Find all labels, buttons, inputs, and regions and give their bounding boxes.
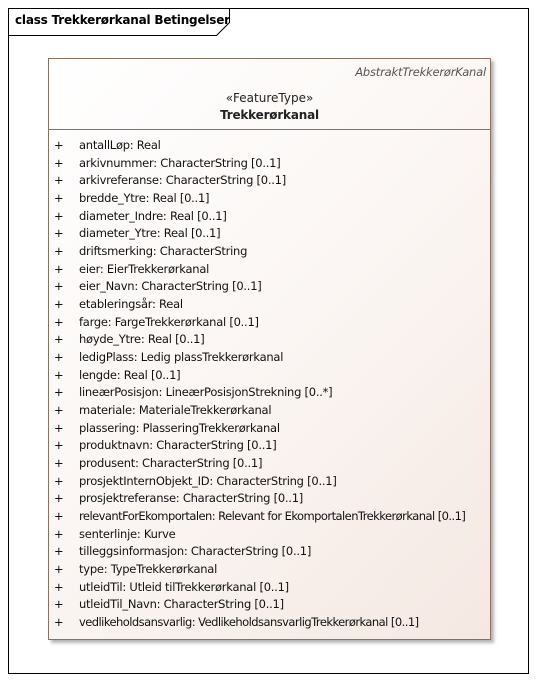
attribute-text: etableringsår: Real [79,297,183,312]
attribute-visibility: + [54,314,64,329]
attribute-row[interactable] [49,331,490,349]
attribute-text: ledigPlass: Ledig plassTrekkerørkanal [79,350,284,365]
attribute-visibility: + [54,191,64,206]
attribute-visibility: + [54,385,64,400]
attribute-row[interactable] [49,614,490,632]
attribute-text: lengde: Real [0..1] [79,367,181,382]
attribute-visibility: + [54,579,64,594]
parent-class-name: AbstraktTrekkerørKanal [355,65,486,79]
attribute-text: tilleggsinformasjon: CharacterString [0..1] [79,544,312,559]
class-stereotype: «FeatureType» [225,91,314,105]
class-trekkerorkanal[interactable] [48,58,491,640]
attribute-text: vedlikeholdsansvarlig: VedlikeholdsansvarligTrekkerørkanal [0..1] [79,615,419,630]
attribute-text: materiale: MaterialeTrekkerørkanal [79,403,272,418]
attribute-row[interactable] [49,208,490,226]
attribute-row[interactable] [49,349,490,367]
attribute-visibility: + [54,226,64,241]
attribute-row[interactable] [49,225,490,243]
attribute-text: arkivreferanse: CharacterString [0..1] [79,173,286,188]
attribute-row[interactable] [49,367,490,385]
attribute-text: eier_Navn: CharacterString [0..1] [79,279,262,294]
attribute-visibility: + [54,244,64,259]
attribute-visibility: + [54,526,64,541]
attribute-visibility: + [54,615,64,630]
attribute-row[interactable] [49,437,490,455]
attribute-visibility: + [54,208,64,223]
attribute-row[interactable] [49,561,490,579]
attribute-visibility: + [54,456,64,471]
attribute-visibility: + [54,491,64,506]
attribute-row[interactable] [49,490,490,508]
attribute-row[interactable] [49,261,490,279]
attribute-visibility: + [54,544,64,559]
attribute-visibility: + [54,138,64,152]
attribute-visibility: + [54,350,64,365]
attribute-visibility: + [54,403,64,418]
attribute-row[interactable] [49,508,490,526]
attribute-row[interactable] [49,579,490,597]
attribute-visibility: + [54,562,64,577]
attribute-text: driftsmerking: CharacterString [79,244,248,259]
attribute-list [49,137,490,632]
attribute-text: farge: FargeTrekkerørkanal [0..1] [79,314,259,329]
attribute-text: utleidTil_Navn: CharacterString [0..1] [79,597,284,612]
attribute-text: type: TypeTrekkerørkanal [79,562,218,577]
attribute-text: prosjektInternObjekt_ID: CharacterString [0..1] [79,473,337,488]
class-name: Trekkerørkanal [220,108,319,122]
attribute-text: diameter_Ytre: Real [0..1] [79,226,221,241]
attribute-text: senterlinje: Kurve [79,526,176,541]
attribute-visibility: + [54,509,64,524]
attribute-visibility: + [54,473,64,488]
attribute-visibility: + [54,367,64,382]
attribute-text: plassering: PlasseringTrekkerørkanal [79,420,280,435]
attribute-visibility: + [54,261,64,276]
attribute-text: høyde_Ytre: Real [0..1] [79,332,205,347]
diagram-frame-tab [8,8,230,36]
attribute-row[interactable] [49,455,490,473]
attribute-row[interactable] [49,473,490,491]
attribute-text: antallLøp: Real [79,138,161,152]
attribute-visibility: + [54,438,64,453]
attribute-text: diameter_Indre: Real [0..1] [79,208,227,223]
attribute-visibility: + [54,297,64,312]
attribute-row[interactable] [49,314,490,332]
attribute-visibility: + [54,420,64,435]
attribute-row[interactable] [49,420,490,438]
attribute-row[interactable] [49,384,490,402]
attribute-text: produktnavn: CharacterString [0..1] [79,438,277,453]
attribute-row[interactable] [49,296,490,314]
attribute-visibility: + [54,155,64,170]
attribute-visibility: + [54,279,64,294]
attribute-row[interactable] [49,278,490,296]
attribute-visibility: + [54,597,64,612]
attribute-row[interactable] [49,402,490,420]
attribute-text: lineærPosisjon: LineærPosisjonStrekning [0..*] [79,385,333,400]
attribute-text: eier: EierTrekkerørkanal [79,261,210,276]
attribute-visibility: + [54,173,64,188]
attribute-row[interactable] [49,155,490,173]
attribute-row[interactable] [49,243,490,261]
class-header [49,59,490,130]
attribute-row[interactable] [49,543,490,561]
attribute-text: relevantForEkomportalen: Relevant for EkomportalenTrekkerørkanal [0..1] [79,509,466,524]
attribute-text: prosjektreferanse: CharacterString [0..1] [79,491,303,506]
attribute-row[interactable] [49,137,490,155]
attribute-row[interactable] [49,190,490,208]
attribute-text: utleidTil: Utleid tilTrekkerørkanal [0..1] [79,579,289,594]
attribute-row[interactable] [49,172,490,190]
attribute-row[interactable] [49,596,490,614]
diagram-title: class Trekkerørkanal Betingelser [15,13,230,27]
attribute-row[interactable] [49,526,490,544]
attribute-visibility: + [54,332,64,347]
attribute-text: bredde_Ytre: Real [0..1] [79,191,210,206]
attribute-text: produsent: CharacterString [0..1] [79,456,263,471]
attribute-text: arkivnummer: CharacterString [0..1] [79,155,281,170]
